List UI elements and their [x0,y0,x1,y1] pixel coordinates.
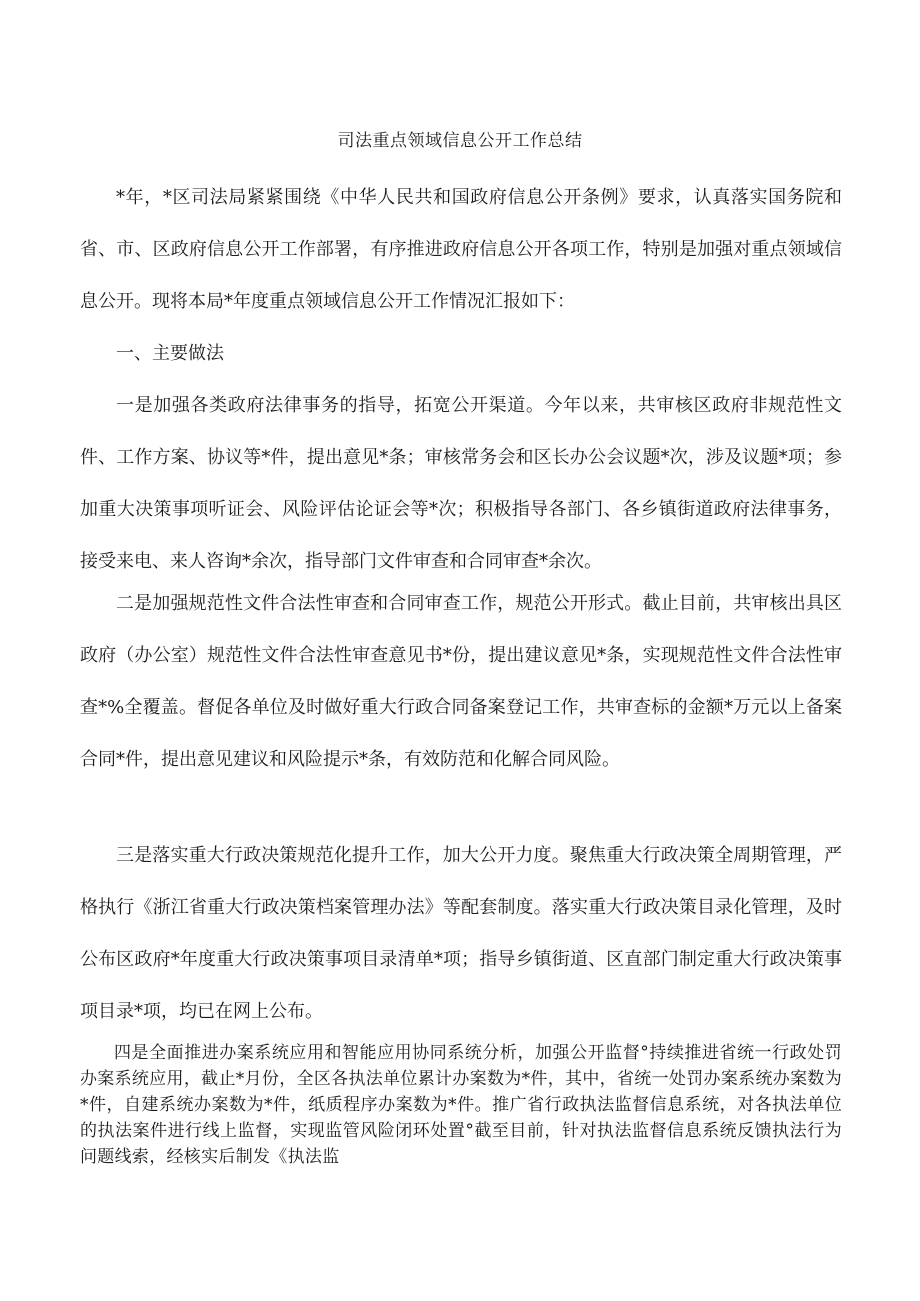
body-paragraph-4: 四是全面推进办案系统应用和智能应用协同系统分析，加强公开监督°持续推进省统一行政处罚办案系统应用，截止*月份，全区各执法单位累计办案数为*件，其中，省统一处罚办案系统办案数为*件，自建系统办案数为*件，纸质程序办案数为*件。推广省行政执法监督信息系统，对各执法单位的执法案件进行线上监督，实现监管风险闭环处置°截至目前，针对执法监督信息系统反馈执法行为问题线索，经核实后制发《执法监 [80,1043,842,1167]
body-paragraph-3: 三是落实重大行政决策规范化提升工作，加大公开力度。聚焦重大行政决策全周期管理，严格执行《浙江省重大行政决策档案管理办法》等配套制度。落实重大行政决策目录化管理，及时公布区政府*年度重大行政决策事项目录清单*项；指导乡镇街道、区直部门制定重大行政决策事项目录*项，均已在网上公布。 [80,845,842,1022]
body-paragraph-2: 二是加强规范性文件合法性审查和合同审查工作，规范公开形式。截止目前，共审核出具区政府（办公室）规范性文件合法性审查意见书*份，提出建议意见*条，实现规范性文件合法性审查*%全覆盖。督促各单位及时做好重大行政合同备案登记工作，共审查标的金额*万元以上备案合同*件，提出意见建议和风险提示*条，有效防范和化解合同风险。 [80,593,842,770]
section-heading: 一、主要做法 [116,343,224,364]
body-paragraph-1: 一是加强各类政府法律事务的指导，拓宽公开渠道。今年以来，共审核区政府非规范性文件、工作方案、协议等*件，提出意见*条；审核常务会和区长办公会议题*次，涉及议题*项；参加重大决策事项听证会、风险评估论证会等*次；积极指导各部门、各乡镇街道政府法律事务，接受来电、来人咨询*余次，指导部门文件审查和合同审查*余次。 [80,395,842,572]
intro-paragraph: *年，*区司法局紧紧围绕《中华人民共和国政府信息公开条例》要求，认真落实国务院和省、市、区政府信息公开工作部署，有序推进政府信息公开各项工作，特别是加强对重点领域信息公开。现将本局*年度重点领域信息公开工作情况汇报如下： [80,187,842,312]
document-title: 司法重点领域信息公开工作总结 [337,131,583,151]
